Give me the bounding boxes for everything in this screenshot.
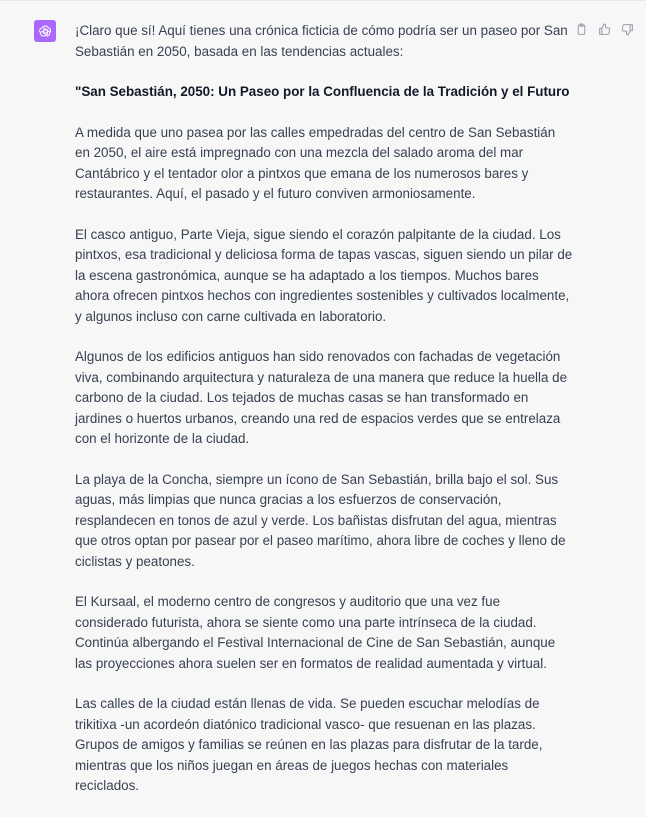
thumbs-up-icon (598, 23, 611, 36)
message-intro: ¡Claro que sí! Aquí tienes una crónica ficticia de cómo podría ser un paseo por San Sebastián en 2050, basada en las tendencias actuales: (75, 23, 568, 59)
message-paragraph: Algunos de los edificios antiguos han sido renovados con fachadas de vegetación viva, combinando arquitectura y naturaleza de una manera que reduce la huella de carbono de la ciudad. Los tejados de muchas casas se han transformado en jardines o huertos urbanos, creando una red de espacios verdes que se entrelaza con el horizonte de la ciudad. (75, 349, 568, 446)
message-content (75, 21, 573, 817)
copy-button[interactable] (573, 21, 590, 38)
assistant-avatar (34, 20, 56, 42)
message-paragraph: A medida que uno pasea por las calles empedradas del centro de San Sebastián en 2050, el aire está impregnado con una mezcla del salado aroma del mar Cantábrico y el tentador olor a pintxos que emana de los numerosos bares y restaurantes. Aquí, el pasado y el futuro conviven armoniosamente. (75, 124, 556, 201)
thumbs-down-icon (621, 23, 634, 36)
message-paragraph: El casco antiguo, Parte Vieja, sigue siendo el corazón palpitante de la ciudad. Los pintxos, esa tradicional y deliciosa forma de tapas vascas, siguen siendo un pilar de la escena gastronómica, aunque se ha adaptado a los tiempos. Muchos bares ahora ofrecen pintxos hechos con ingredientes sostenibles y cultivados localmente, y algunos incluso con carne cultivada en laboratorio. (75, 226, 573, 324)
clipboard-icon (575, 23, 588, 36)
message-actions (573, 21, 636, 38)
message-paragraph: Las calles de la ciudad están llenas de vida. Se pueden escuchar melodías de trikitixa -un acordeón diatónico tradicional vasco- que resuenan en las plazas. Grupos de amigos y familias se reúnen en las plazas para disfrutar de la tarde, mientras que los niños juegan en áreas de juegos hechas con materiales reciclados. (75, 696, 543, 793)
message-paragraph: El Kursaal, el moderno centro de congresos y auditorio que una vez fue considerado futurista, ahora se siente como una parte intrínseca de la ciudad. Continúa albergando el Festival Internacional de Cine de San Sebastián, aunque las proyecciones ahora suelen ser en formatos de realidad aumentada y virtual. (75, 594, 556, 671)
message-paragraph: La playa de la Concha, siempre un ícono de San Sebastián, brilla bajo el sol. Sus aguas, más limpias que nunca gracias a los esfuerzos de conservación, resplandecen en tonos de azul y verde. Los bañistas disfrutan del agua, mientras que otros optan por pasear por el paseo marítimo, ahora libre de coches y lleno de ciclistas y peatones. (75, 471, 566, 569)
openai-logo-icon (38, 24, 53, 39)
message-title: "San Sebastián, 2050: Un Paseo por la Confluencia de la Tradición y el Futuro (75, 84, 570, 99)
thumbs-up-button[interactable] (596, 21, 613, 38)
thumbs-down-button[interactable] (619, 21, 636, 38)
